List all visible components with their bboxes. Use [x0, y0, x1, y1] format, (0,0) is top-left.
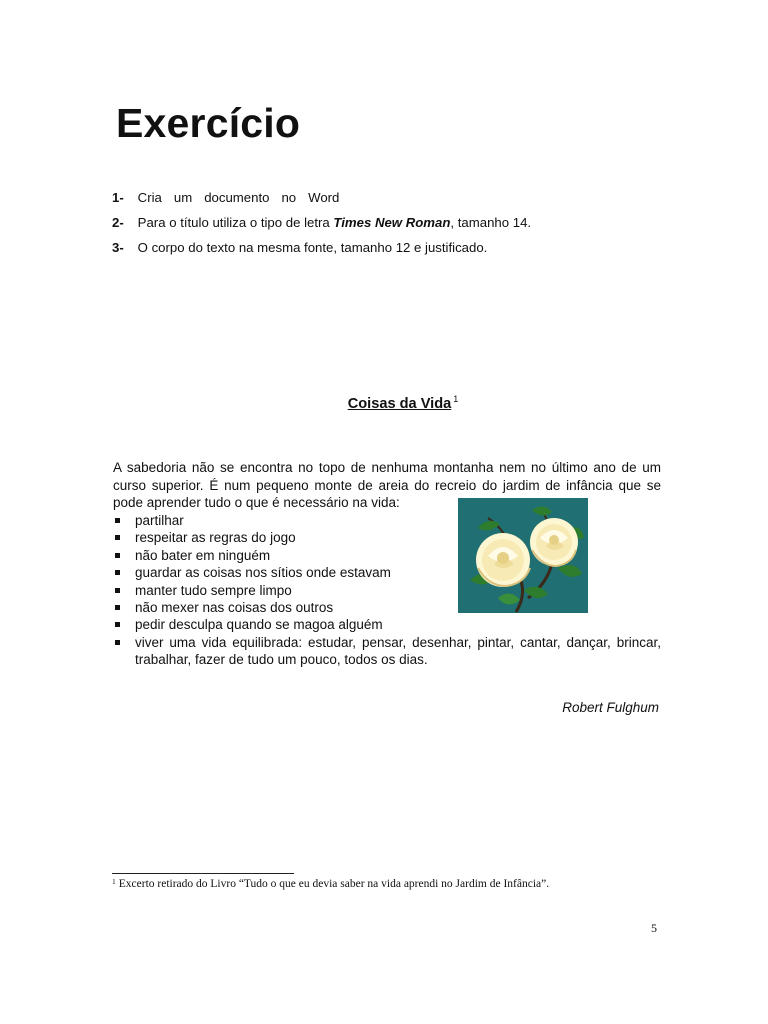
step-number: 1-	[112, 190, 124, 205]
step-3	[112, 238, 672, 263]
square-bullet-icon	[115, 570, 120, 575]
square-bullet-icon	[115, 588, 120, 593]
square-bullet-icon	[115, 622, 120, 627]
square-bullet-icon	[115, 640, 120, 645]
list-item-text: pedir desculpa quando se magoa alguém	[135, 617, 383, 633]
step-text	[138, 215, 531, 230]
roses-clipart-icon	[458, 498, 588, 613]
footnote-reference[interactable]: 1	[453, 394, 459, 404]
step-1	[112, 188, 672, 213]
step-text-before: Para o título utiliza o tipo de letra	[137, 215, 334, 230]
poem-author: Robert Fulghum	[562, 700, 659, 715]
poem-title	[0, 396, 768, 412]
square-bullet-icon	[115, 605, 120, 610]
poem-intro: A sabedoria não se encontra no topo de nenhuma montanha nem no último ano de um curso superior. É num pequeno monte de areia do recreio do jardim de infância que se pode aprender tudo o que é necessário na vida:	[113, 460, 661, 510]
square-bullet-icon	[115, 553, 120, 558]
list-item	[113, 634, 661, 669]
step-word: documento	[204, 190, 270, 205]
page-number: 5	[651, 921, 657, 935]
step-word: no	[281, 190, 297, 205]
step-word: Cria	[137, 190, 162, 205]
list-item-text: manter tudo sempre limpo	[135, 582, 292, 598]
footnote-number: 1	[112, 877, 116, 886]
poem-title-text: Coisas da Vida	[347, 396, 452, 412]
step-text	[138, 190, 352, 205]
list-item	[113, 616, 661, 633]
list-item-text: guardar as coisas nos sítios onde estavam	[135, 565, 391, 581]
square-bullet-icon	[115, 518, 120, 523]
page-title: Exercício	[116, 100, 301, 146]
list-item-text: não bater em ninguém	[135, 547, 271, 563]
list-item-text: viver uma vida equilibrada: estudar, pensar, desenhar, pintar, cantar, dançar, brincar, trabalhar, fazer de tudo um pouco, todos os dias.	[135, 634, 661, 668]
step-number: 2-	[112, 215, 124, 230]
footnote-text: Excerto retirado do Livro “Tudo o que eu devia saber na vida aprendi no Jardim de Infância”.	[118, 878, 550, 890]
step-word: um	[173, 190, 193, 205]
square-bullet-icon	[115, 535, 120, 540]
font-name-emphasis: Times New Roman	[333, 215, 451, 230]
step-2	[112, 213, 672, 238]
list-item-text: respeitar as regras do jogo	[135, 530, 296, 546]
footnote-divider	[112, 873, 294, 874]
list-item-text: partilhar	[135, 513, 184, 528]
list-item-text: não mexer nas coisas dos outros	[135, 600, 334, 616]
step-text-after: , tamanho 14.	[450, 215, 532, 230]
exercise-steps	[112, 188, 672, 263]
step-text: O corpo do texto na mesma fonte, tamanho 12 e justificado.	[137, 240, 488, 255]
step-word: Word	[308, 190, 340, 205]
footnote	[112, 878, 549, 890]
step-number: 3-	[112, 240, 124, 255]
